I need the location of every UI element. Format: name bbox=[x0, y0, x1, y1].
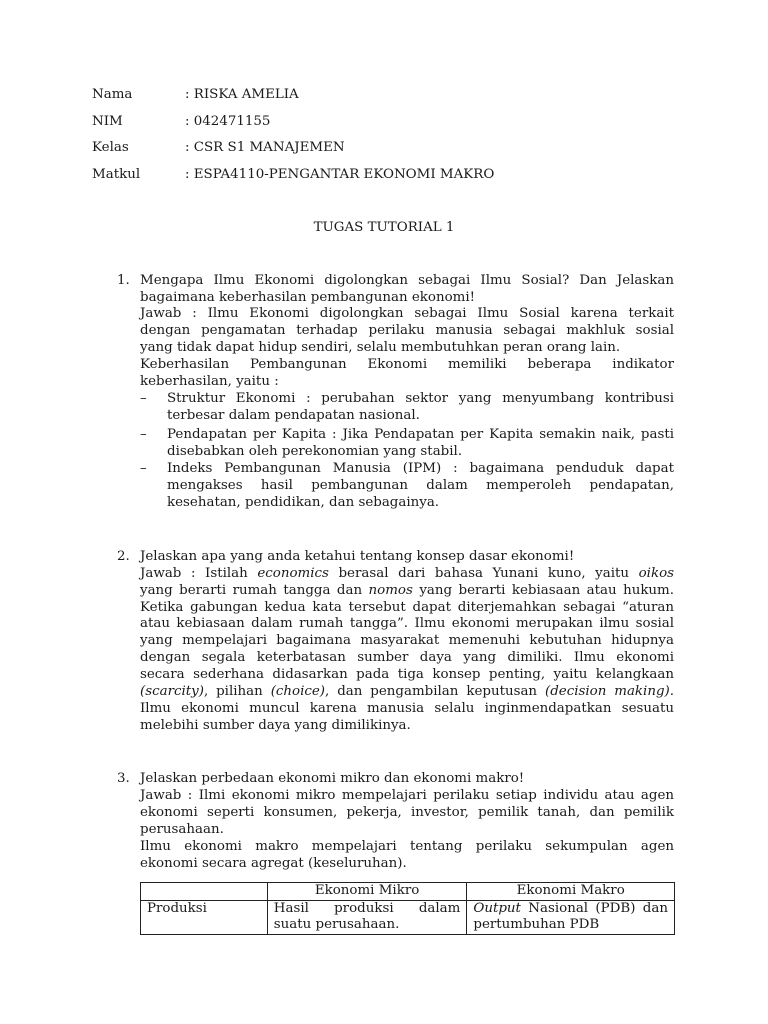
answer-text: secara sederhana didasarkan pada tiga konsep penting, yaitu kelangkaan bbox=[140, 667, 674, 682]
question-number: 3. bbox=[117, 771, 130, 786]
answer-text: yang tidak dapat hidup sendiri, selalu membutuhkan peran orang lain. bbox=[140, 340, 621, 355]
answer-text: (scarcity), pilihan (choice), dan pengambilan keputusan (decision making). bbox=[140, 684, 674, 699]
page-title: TUGAS TUTORIAL 1 bbox=[313, 220, 455, 235]
identity-value-nama: : RISKA AMELIA bbox=[185, 87, 299, 102]
bullet-item: Indeks Pembangunan Manusia (IPM) : bagaimana penduduk dapat bbox=[167, 461, 674, 476]
bullet-item: Struktur Ekonomi : perubahan sektor yang menyumbang kontribusi bbox=[167, 391, 674, 406]
answer-text: ekonomi seperti konsumen, pekerja, investor, pemilik tanah, dan pemilik bbox=[140, 805, 674, 820]
question-text: bagaimana keberhasilan pembangunan ekonomi! bbox=[140, 290, 475, 305]
answer-text: Jawab : Ilmu Ekonomi digolongkan sebagai Ilmu Sosial karena terkait bbox=[140, 306, 674, 321]
table-row bbox=[141, 900, 675, 934]
identity-value-nim: : 042471155 bbox=[185, 114, 271, 129]
identity-label-nama: Nama bbox=[92, 87, 133, 102]
table-header: Ekonomi Makro bbox=[467, 883, 675, 901]
identity-value-kelas: : CSR S1 MANAJEMEN bbox=[185, 140, 345, 155]
answer-text: keberhasilan, yaitu : bbox=[140, 374, 279, 389]
answer-text: Ilmu ekonomi makro mempelajari tentang perilaku sekumpulan agen bbox=[140, 839, 674, 854]
identity-value-matkul: : ESPA4110-PENGANTAR EKONOMI MAKRO bbox=[185, 167, 495, 182]
bullet-dash: – bbox=[140, 391, 147, 406]
question-number: 1. bbox=[117, 273, 130, 288]
question-text: Mengapa Ilmu Ekonomi digolongkan sebagai Ilmu Sosial? Dan Jelaskan bbox=[140, 273, 674, 288]
identity-label-matkul: Matkul bbox=[92, 167, 141, 182]
table-header: Ekonomi Mikro bbox=[267, 883, 467, 901]
question-number: 2. bbox=[117, 549, 130, 564]
answer-text: Ilmu ekonomi muncul karena manusia selalu inginmendapatkan sesuatu bbox=[140, 701, 674, 716]
table-header-row bbox=[141, 883, 675, 901]
identity-label-kelas: Kelas bbox=[92, 140, 129, 155]
answer-text: melebihi sumber daya yang dimilikinya. bbox=[140, 718, 411, 733]
answer-text: Ketika gabungan kedua kata tersebut dapat diterjemahkan sebagai “aturan bbox=[140, 600, 674, 615]
bullet-item: disebabkan oleh perekonomian yang stabil. bbox=[167, 444, 463, 459]
answer-text: Jawab : Istilah economics berasal dari bahasa Yunani kuno, yaitu oikos bbox=[140, 566, 675, 581]
answer-text: perusahaan. bbox=[140, 822, 224, 837]
table-cell: Produksi bbox=[141, 900, 268, 934]
table-cell: Hasil produksi dalam suatu perusahaan. bbox=[267, 900, 467, 934]
answer-text: ekonomi secara agregat (keseluruhan). bbox=[140, 856, 407, 871]
question-text: Jelaskan perbedaan ekonomi mikro dan ekonomi makro! bbox=[140, 771, 525, 786]
identity-label-nim: NIM bbox=[92, 114, 123, 129]
bullet-item: Pendapatan per Kapita : Jika Pendapatan per Kapita semakin naik, pasti bbox=[167, 427, 674, 442]
question-text: Jelaskan apa yang anda ketahui tentang konsep dasar ekonomi! bbox=[140, 549, 575, 564]
table-cell: Output Nasional (PDB) dan pertumbuhan PDB bbox=[467, 900, 675, 934]
answer-text: atau kebiasaan dalam rumah tangga”. Ilmu ekonomi merupakan ilmu sosial bbox=[140, 616, 674, 631]
answer-text: dengan pengamatan terhadap perilaku manusia sebagai makhluk sosial bbox=[140, 323, 674, 338]
bullet-item: mengakses hasil pembangunan dalam memperoleh pendapatan, bbox=[167, 478, 674, 493]
answer-text: yang mempelajari bagaimana masyarakat memenuhi kebutuhan hidupnya bbox=[140, 633, 674, 648]
comparison-table bbox=[140, 882, 675, 935]
bullet-dash: – bbox=[140, 427, 147, 442]
bullet-item: terbesar dalam pendapatan nasional. bbox=[167, 408, 420, 423]
bullet-dash: – bbox=[140, 461, 147, 476]
answer-text: Jawab : Ilmi ekonomi mikro mempelajari perilaku setiap individu atau agen bbox=[140, 788, 674, 803]
answer-text: yang berarti rumah tangga dan nomos yang berarti kebiasaan atau hukum. bbox=[140, 583, 675, 598]
answer-text: Keberhasilan Pembangunan Ekonomi memiliki beberapa indikator bbox=[140, 357, 674, 372]
table-header bbox=[141, 883, 268, 901]
answer-text: dengan segala keterbatasan sumber daya yang dimiliki. Ilmu ekonomi bbox=[140, 650, 674, 665]
bullet-item: kesehatan, pendidikan, dan sebagainya. bbox=[167, 495, 440, 510]
